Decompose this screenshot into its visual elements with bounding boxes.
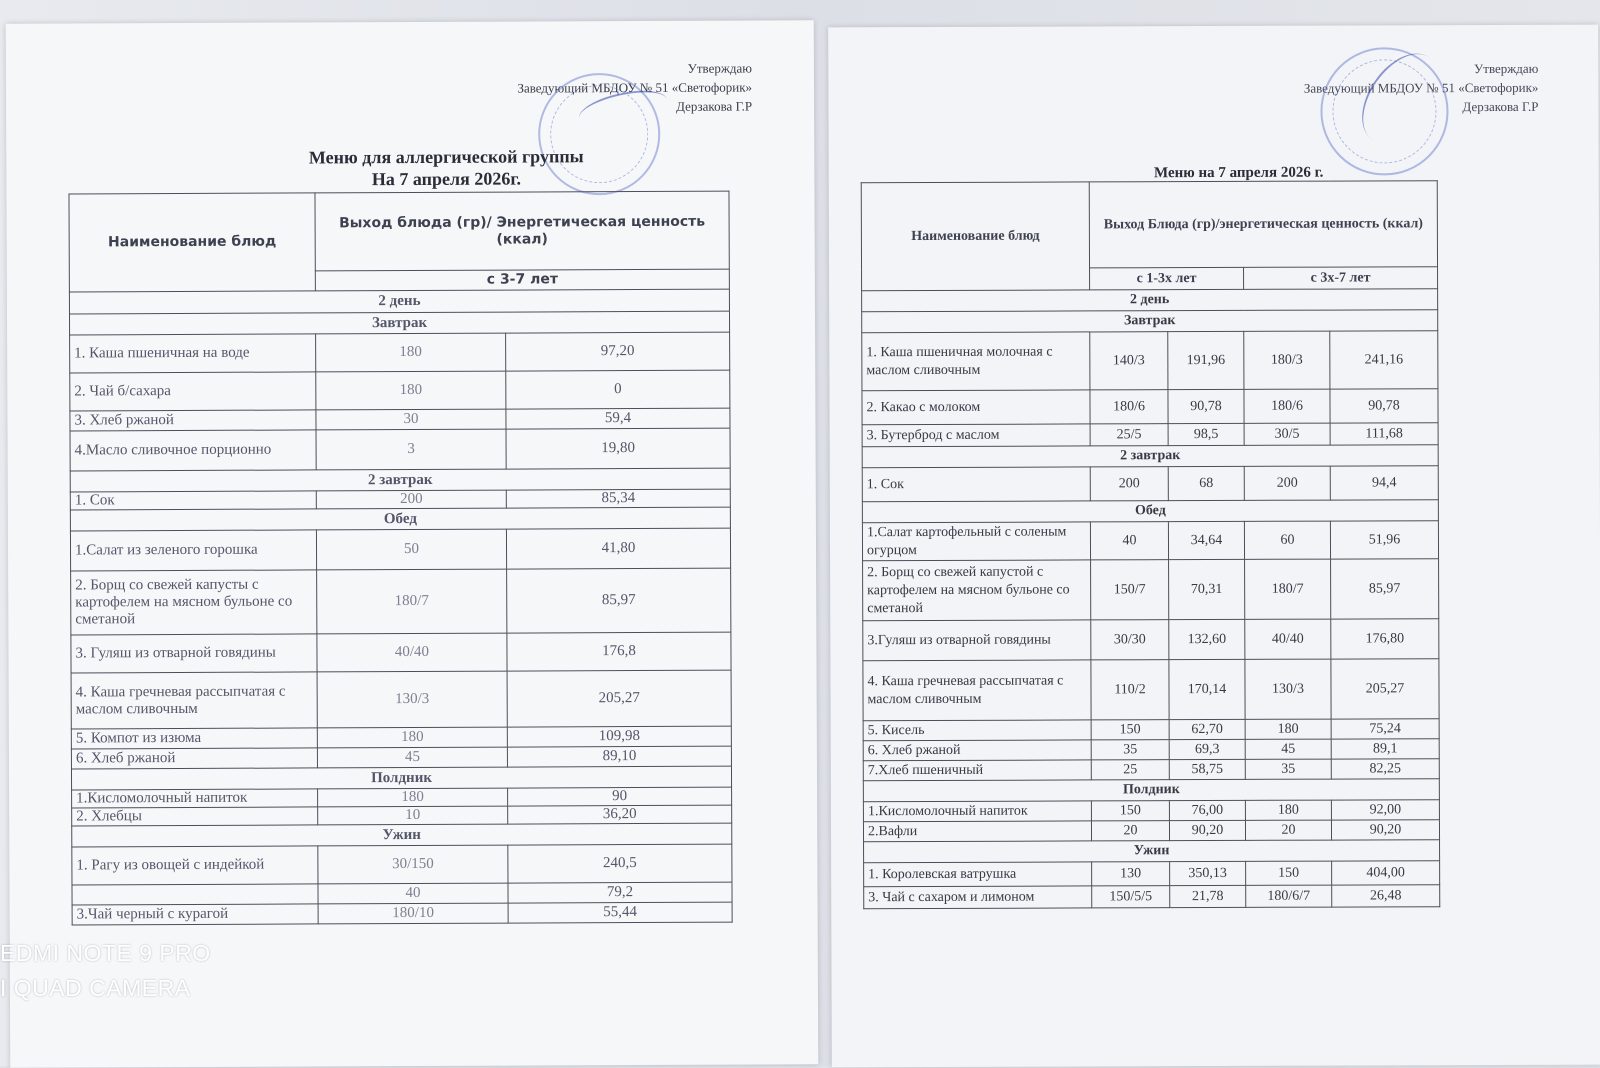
table-row	[72, 805, 732, 826]
dish-yield-1-3: 40	[1090, 522, 1168, 560]
dish-yield: 180	[317, 727, 507, 748]
dish-kcal-1-3: 350,13	[1170, 861, 1246, 885]
dish-name: 5. Компот из изюма	[71, 728, 317, 749]
meal-section-title: Обед	[862, 500, 1438, 523]
dish-kcal: 176,8	[507, 632, 731, 671]
table-row	[863, 739, 1439, 761]
dish-yield-3-7: 150	[1246, 861, 1332, 885]
dish-yield: 10	[318, 806, 508, 825]
dish-yield-1-3: 30/30	[1091, 620, 1169, 660]
dish-yield: 40	[318, 883, 508, 904]
dish-yield: 180	[316, 333, 506, 372]
header-age: с 3-7 лет	[315, 269, 729, 291]
header-age-1-3: с 1-3х лет	[1090, 267, 1244, 290]
dish-name: 4. Каша гречневая рассыпчатая с маслом сливочным	[71, 672, 317, 729]
dish-yield-3-7: 180/6/7	[1246, 885, 1332, 907]
dish-kcal-3-7: 176,80	[1331, 619, 1439, 659]
dish-kcal-3-7: 241,16	[1330, 331, 1438, 389]
table-row	[70, 528, 730, 571]
dish-kcal: 89,10	[507, 746, 731, 767]
dish-kcal: 19,80	[506, 428, 730, 469]
header-dish-name: Наименование блюд	[861, 182, 1089, 291]
dish-yield: 3	[316, 429, 506, 470]
table-row	[863, 759, 1439, 781]
dish-yield: 180	[318, 788, 508, 807]
dish-yield-3-7: 20	[1245, 820, 1331, 840]
dish-yield-1-3: 200	[1090, 467, 1168, 501]
dish-name: 2. Борщ со свежей капустой с картофелем на мясном бульоне со сметаной	[863, 560, 1091, 621]
dish-kcal-1-3: 62,70	[1169, 719, 1245, 739]
dish-yield: 30/150	[318, 845, 508, 884]
dish-name: 6. Хлеб ржаной	[71, 748, 317, 769]
meal-section-title: Завтрак	[862, 310, 1438, 333]
dish-kcal-3-7: 90,20	[1331, 820, 1439, 840]
dish-yield: 45	[317, 747, 507, 768]
dish-name: 1. Каша пшеничная на воде	[70, 334, 316, 373]
dish-kcal-1-3: 170,14	[1169, 659, 1245, 719]
day-label: 2 день	[69, 289, 729, 314]
dish-name: 3.Гуляш из отварной говядины	[863, 620, 1091, 661]
dish-name: 7.Хлеб пшеничный	[863, 760, 1091, 781]
dish-yield: 50	[316, 529, 506, 570]
dish-kcal: 205,27	[507, 670, 731, 727]
dish-kcal-3-7: 404,00	[1332, 861, 1440, 885]
approval-line: Дерзакова Г.Р	[1462, 98, 1539, 115]
header-dish-name: Наименование блюд	[69, 193, 315, 292]
dish-yield-3-7: 60	[1244, 521, 1330, 559]
dish-yield-3-7: 180/7	[1245, 559, 1331, 619]
dish-yield-1-3: 35	[1091, 740, 1169, 760]
dish-yield-1-3: 20	[1091, 821, 1169, 841]
dish-name: 2. Какао с молоком	[862, 390, 1090, 425]
dish-name: 3. Чай с сахаром и лимоном	[864, 886, 1092, 909]
camera-watermark: I QUAD CAMERA	[0, 975, 191, 1001]
approval-line: Заведующий МБДОУ № 51 «Светофорик»	[517, 79, 753, 96]
dish-kcal: 85,97	[507, 568, 731, 633]
dish-name: 3. Бутерброд с маслом	[862, 424, 1090, 447]
table-row	[72, 844, 732, 885]
dish-kcal-1-3: 191,96	[1168, 331, 1244, 389]
dish-kcal: 0	[506, 370, 730, 409]
meal-section-title: Полдник	[863, 779, 1439, 802]
menu-title	[206, 145, 686, 191]
dish-kcal-3-7: 92,00	[1331, 800, 1439, 820]
dish-yield-3-7: 130/3	[1245, 659, 1331, 719]
dish-name: 1. Сок	[862, 467, 1090, 502]
dish-kcal-1-3: 90,20	[1169, 820, 1245, 840]
menu-body	[862, 310, 1440, 909]
table-row	[862, 521, 1438, 561]
dish-kcal: 55,44	[508, 902, 732, 923]
allergy-menu-table	[68, 191, 732, 926]
table-row	[863, 719, 1439, 741]
approval-line: Утверждаю	[1474, 60, 1539, 77]
dish-name: 1. Королевская ватрушка	[864, 862, 1092, 887]
dish-name: 1.Салат картофельный с соленым огурцом	[862, 522, 1090, 561]
dish-kcal-1-3: 70,31	[1169, 559, 1245, 619]
menu-date-line: На 7 апреля 2026г.	[371, 168, 522, 190]
dish-yield-3-7: 200	[1244, 466, 1330, 500]
dish-name: 3. Хлеб ржаной	[70, 410, 316, 431]
table-row	[71, 632, 731, 673]
dish-kcal-1-3: 58,75	[1169, 759, 1245, 779]
meal-section-title: Обед	[70, 507, 730, 531]
dish-name: 3. Гуляш из отварной говядины	[71, 634, 317, 673]
menu-title: Меню на 7 апреля 2026 г.	[1153, 164, 1324, 182]
dish-kcal-1-3: 69,3	[1169, 739, 1245, 759]
dish-yield-3-7: 180/3	[1244, 331, 1330, 389]
table-row	[863, 559, 1439, 621]
dish-name: 2. Хлебцы	[72, 807, 318, 826]
table-row	[71, 568, 731, 635]
table-row	[864, 885, 1440, 909]
allergy-menu-sheet	[6, 20, 819, 1068]
dish-name: 1.Кисломолочный напиток	[863, 801, 1091, 822]
dish-kcal: 85,34	[506, 489, 730, 508]
dish-yield-3-7: 30/5	[1244, 423, 1330, 445]
meal-section-title: Полдник	[71, 766, 731, 790]
meal-section-title: Ужин	[864, 840, 1440, 863]
dish-name: 1. Рагу из овощей с индейкой	[72, 846, 318, 885]
table-row	[862, 466, 1438, 502]
table-row	[862, 389, 1438, 425]
dish-yield-3-7: 40/40	[1245, 619, 1331, 659]
dish-yield-1-3: 25/5	[1090, 424, 1168, 446]
dish-yield-1-3: 150/5/5	[1092, 886, 1170, 908]
header-age-3-7: с 3х-7 лет	[1244, 267, 1438, 290]
dish-name: 4. Каша гречневая рассыпчатая с маслом сливочным	[863, 660, 1091, 721]
dish-name: 2.Вафли	[863, 821, 1091, 842]
dish-name: 3.Чай черный с курагой	[72, 904, 318, 925]
dish-yield-1-3: 25	[1091, 760, 1169, 780]
dish-kcal-1-3: 98,5	[1168, 423, 1244, 445]
dish-yield: 40/40	[317, 633, 507, 672]
dish-name: 1.Салат из зеленого горошка	[70, 530, 316, 571]
dish-kcal: 240,5	[508, 844, 732, 883]
dish-kcal-3-7: 82,25	[1331, 759, 1439, 779]
table-row	[863, 619, 1439, 661]
dish-name: 4.Масло сливочное порционно	[70, 430, 316, 471]
approval-line: Дерзакова Г.Р	[676, 98, 753, 114]
general-menu-sheet	[828, 25, 1600, 1068]
dish-yield-1-3: 150	[1091, 801, 1169, 821]
dish-name: 1. Каша пшеничная молочная с маслом сливочным	[862, 332, 1090, 391]
dish-yield-1-3: 180/6	[1090, 390, 1168, 424]
dish-kcal-1-3: 34,64	[1168, 521, 1244, 559]
dish-kcal: 59,4	[506, 408, 730, 429]
table-row	[862, 331, 1438, 391]
dish-yield-3-7: 180/6	[1244, 389, 1330, 423]
table-row	[862, 423, 1438, 447]
dish-name	[72, 884, 318, 905]
dish-yield-1-3: 150/7	[1091, 560, 1169, 620]
dish-kcal-1-3: 21,78	[1170, 885, 1246, 907]
table-row	[864, 861, 1440, 887]
table-row	[71, 670, 731, 729]
table-row	[70, 370, 730, 411]
dish-kcal: 36,20	[508, 805, 732, 824]
dish-yield-3-7: 35	[1245, 759, 1331, 779]
header-yield: Выход Блюда (гр)/энергетическая ценность (ккал)	[1089, 181, 1437, 268]
dish-yield-3-7: 45	[1245, 739, 1331, 759]
dish-name: 1.Кисломолочный напиток	[72, 789, 318, 808]
dish-name: 5. Кисель	[863, 720, 1091, 741]
table-row	[70, 489, 730, 510]
dish-yield-1-3: 130	[1092, 862, 1170, 886]
dish-yield-3-7: 180	[1245, 719, 1331, 739]
dish-kcal-3-7: 90,78	[1330, 389, 1438, 423]
dish-kcal-3-7: 89,1	[1331, 739, 1439, 759]
dish-kcal-3-7: 205,27	[1331, 659, 1439, 719]
dish-kcal-1-3: 76,00	[1169, 800, 1245, 820]
approval-line: Утверждаю	[687, 60, 752, 76]
dish-kcal: 109,98	[507, 726, 731, 747]
dish-yield: 200	[316, 490, 506, 509]
dish-kcal-3-7: 26,48	[1332, 885, 1440, 907]
approval-block	[332, 59, 752, 118]
dish-kcal: 90	[508, 787, 732, 806]
dish-kcal-3-7: 94,4	[1330, 466, 1438, 500]
dish-yield-3-7: 180	[1245, 800, 1331, 820]
dish-name: 6. Хлеб ржаной	[863, 740, 1091, 761]
dish-kcal-3-7: 85,97	[1331, 559, 1439, 619]
menu-title-line: Меню для аллергической группы	[308, 146, 584, 168]
dish-kcal-3-7: 111,68	[1330, 423, 1438, 445]
dish-yield: 130/3	[317, 671, 507, 728]
table-row	[863, 800, 1439, 822]
dish-yield: 180	[316, 371, 506, 410]
header-yield: Выход блюда (гр)/ Энергетическая ценность (ккал)	[315, 191, 729, 271]
dish-yield: 180/7	[317, 569, 507, 634]
meal-section-title: 2 завтрак	[70, 468, 730, 492]
table-row	[863, 820, 1439, 842]
dish-kcal-1-3: 132,60	[1169, 619, 1245, 659]
dish-name: 1. Сок	[70, 491, 316, 510]
dish-name: 2. Борщ со свежей капусты с картофелем на мясном бульоне со сметаной	[71, 570, 317, 635]
table-row	[863, 659, 1439, 721]
dish-kcal: 41,80	[506, 528, 730, 569]
day-label: 2 день	[862, 289, 1438, 312]
dish-name: 2. Чай б/сахара	[70, 372, 316, 411]
dish-yield: 30	[316, 409, 506, 430]
dish-kcal-1-3: 68	[1168, 466, 1244, 500]
meal-section-title: Завтрак	[69, 311, 729, 335]
meal-section-title: 2 завтрак	[862, 445, 1438, 468]
dish-yield: 180/10	[318, 903, 508, 924]
dish-yield-1-3: 140/3	[1090, 332, 1168, 390]
menu-body	[69, 311, 732, 925]
camera-watermark: EDMI NOTE 9 PRO	[0, 940, 211, 966]
dish-kcal: 79,2	[508, 882, 732, 903]
table-row	[72, 902, 732, 925]
dish-yield-1-3: 150	[1091, 720, 1169, 740]
general-menu-table	[861, 180, 1441, 909]
dish-kcal-1-3: 90,78	[1168, 389, 1244, 423]
dish-kcal-3-7: 51,96	[1330, 521, 1438, 559]
table-row	[70, 332, 730, 373]
approval-line: Заведующий МБДОУ № 51 «Светофорик»	[1303, 79, 1539, 96]
dish-kcal: 97,20	[506, 332, 730, 371]
meal-section-title: Ужин	[72, 823, 732, 847]
dish-kcal-3-7: 75,24	[1331, 719, 1439, 739]
table-row	[70, 428, 730, 471]
dish-yield-1-3: 110/2	[1091, 660, 1169, 720]
